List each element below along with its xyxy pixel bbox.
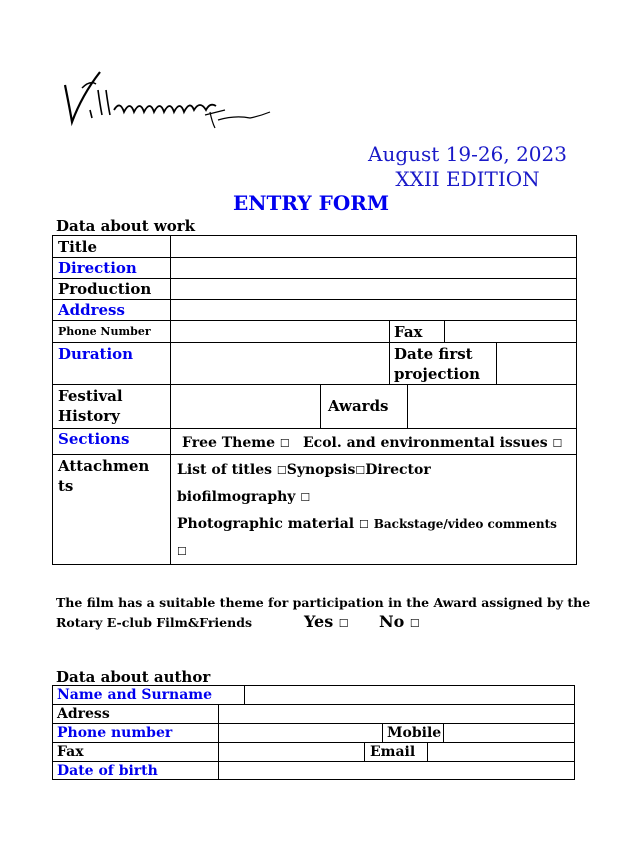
list-titles-option[interactable]: List of titles ☐Synopsis☐Director (177, 462, 431, 478)
date-first-label-2: projection (394, 365, 481, 383)
phone-label: Phone Number (58, 325, 151, 338)
address-label: Address (58, 301, 125, 319)
author-phone-label: Phone number (57, 725, 173, 741)
ecol-option[interactable]: Ecol. and environmental issues ☐ (303, 435, 563, 451)
festival-label-2: History (58, 407, 120, 425)
free-theme-option[interactable]: Free Theme ☐ (182, 435, 290, 451)
photo-material-checkbox[interactable]: ☐ (359, 518, 369, 531)
name-surname-label: Name and Surname (57, 687, 213, 703)
title-label: Title (58, 238, 98, 256)
work-section-title: Data about work (56, 217, 196, 235)
festival-dates: August 19-26, 2023 (368, 142, 567, 166)
yes-checkbox[interactable]: ☐ (338, 617, 349, 630)
biofilmography-checkbox[interactable]: ☐ (300, 491, 311, 504)
mobile-label: Mobile (387, 725, 442, 741)
direction-label: Direction (58, 259, 137, 277)
free-theme-checkbox[interactable]: ☐ (279, 437, 290, 450)
awards-label: Awards (328, 397, 389, 415)
author-fax-label: Fax (57, 744, 84, 760)
biofilmography-option[interactable]: biofilmography ☐ (177, 489, 311, 505)
yes-option[interactable]: Yes ☐ (304, 612, 349, 631)
synopsis-checkbox[interactable]: ☐ (355, 464, 366, 477)
email-label: Email (370, 744, 416, 760)
festival-logo (60, 60, 280, 140)
author-address-label: Adress (57, 706, 110, 722)
attachments-label-2: ts (58, 477, 74, 495)
sections-label: Sections (58, 430, 130, 448)
author-section-title: Data about author (56, 668, 211, 686)
attachments-label-1: Attachmen (58, 457, 150, 475)
rotary-text-1: The film has a suitable theme for participation in the Award assigned by the (56, 595, 591, 610)
photo-material-option[interactable]: Photographic material ☐ Backstage/video comments (177, 516, 557, 532)
festival-label-1: Festival (58, 387, 123, 405)
production-label: Production (58, 280, 152, 298)
list-titles-checkbox[interactable]: ☐ (276, 464, 287, 477)
backstage-checkbox[interactable]: ☐ (177, 545, 187, 558)
rotary-text-2: Rotary E-club Film&Friends (56, 615, 252, 630)
form-title: ENTRY FORM (233, 191, 390, 215)
date-first-label-1: Date first (394, 345, 473, 363)
no-checkbox[interactable]: ☐ (409, 617, 420, 630)
edition-label: XXII EDITION (395, 167, 540, 191)
ecol-checkbox[interactable]: ☐ (552, 437, 563, 450)
fax-label: Fax (394, 323, 423, 341)
duration-label: Duration (58, 345, 134, 363)
birth-date-label: Date of birth (57, 763, 158, 779)
no-option[interactable]: No ☐ (379, 612, 420, 631)
